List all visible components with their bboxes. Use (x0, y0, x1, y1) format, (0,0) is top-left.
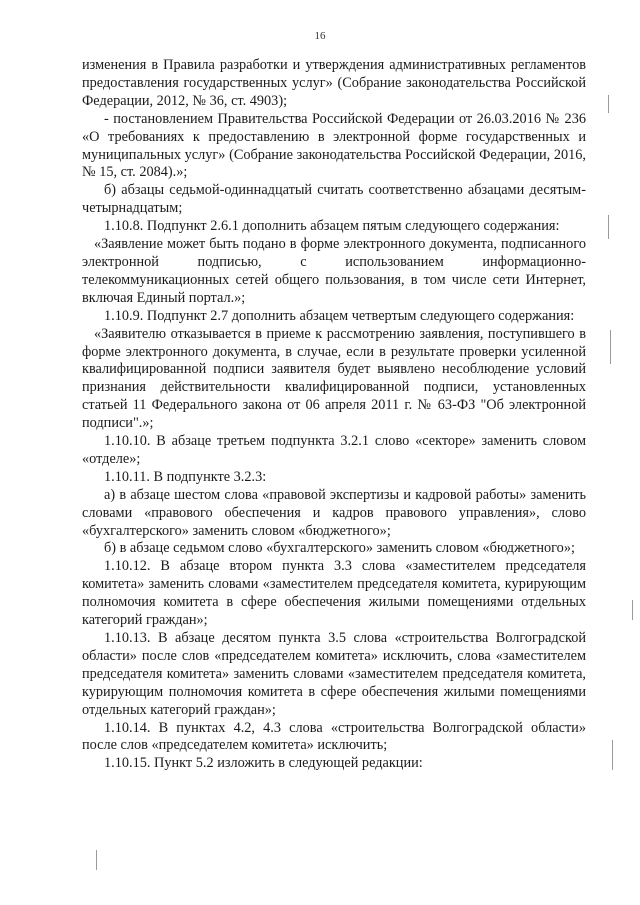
paragraph: 1.10.10. В абзаце третьем подпункта 3.2.1 слово «секторе» заменить словом «отделе»; (82, 433, 586, 467)
scan-mark (612, 740, 613, 770)
scan-mark (632, 600, 633, 620)
paragraph: а) в абзаце шестом слова «правовой экспертизы и кадровой работы» заменить словами «правового обеспечения и кадров правового управления», слово «бухгалтерского» заменить словом «бюджетного»; (82, 486, 586, 539)
page-number: 16 (314, 30, 326, 42)
paragraph: «Заявление может быть подано в форме электронного документа, подписанного электронной подписью, с использованием информационно-телекоммуникационных сетей общего пользования, в том числе сети Интернет, включая Единый портал.»; (82, 236, 586, 306)
paragraph: б) абзацы седьмой-одиннадцатый считать соответственно абзацами десятым-четырнадцатым; (82, 182, 586, 217)
document-body (82, 57, 586, 773)
paragraph: 1.10.13. В абзаце десятом пункта 3.5 слова «строительства Волгоградской области» после слов «председателем комитета» исключить, слова «заместителем председателя комитета» заменить словами «заместителем председателя комитета, курирующим полномочия комитета в сфере обеспечения жилыми помещениями отдельных категорий граждан»; (82, 630, 586, 718)
paragraph: «Заявителю отказывается в приеме к рассмотрению заявления, поступившего в форме электронного документа, в случае, если в результате проверки усиленной квалифицированной подписи заявителя будет выявлено несоблюдение условий признания действительности квалифицированной подписи, установленных статьей 11 Федерального закона от 06 апреля 2011 г. № 63-ФЗ "Об электронной подписи".»; (82, 325, 586, 432)
paragraph: 1.10.8. Подпункт 2.6.1 дополнить абзацем пятым следующего содержания: (104, 218, 560, 235)
paragraph: 1.10.14. В пунктах 4.2, 4.3 слова «строительства Волгоградской области» после слов «председателем комитета» исключить; (82, 719, 586, 754)
paragraph: б) в абзаце седьмом слово «бухгалтерского» заменить словом «бюджетного»; (104, 540, 575, 557)
paragraph: 1.10.11. В подпункте 3.2.3: (104, 468, 267, 485)
paragraph: 1.10.15. Пункт 5.2 изложить в следующей редакции: (104, 755, 423, 772)
paragraph: 1.10.12. В абзаце втором пункта 3.3 слова «заместителем председателя комитета» заменить словами «заместителем председателя комитета, курирующим полномочия комитета в сфере обеспечения жилыми помещениями отдельных категорий граждан»; (82, 558, 586, 629)
paragraph: изменения в Правила разработки и утверждения административных регламентов предоставления государственных услуг» (Собрание законодательства Российской Федерации, 2012, № 36, ст. 4903); (82, 57, 586, 109)
paragraph: 1.10.9. Подпункт 2.7 дополнить абзацем четвертым следующего содержания: (104, 307, 575, 324)
paragraph: - постановлением Правительства Российской Федерации от 26.03.2016 № 236 «О требованиях к предоставлению в электронной форме государственных и муниципальных услуг» (Собрание законодательства Российской Федерации, 2016, № 15, ст. 2084).»; (82, 110, 586, 181)
scan-mark (610, 330, 611, 364)
scan-mark (608, 95, 609, 113)
scan-mark (96, 850, 97, 870)
scan-mark (608, 215, 609, 239)
